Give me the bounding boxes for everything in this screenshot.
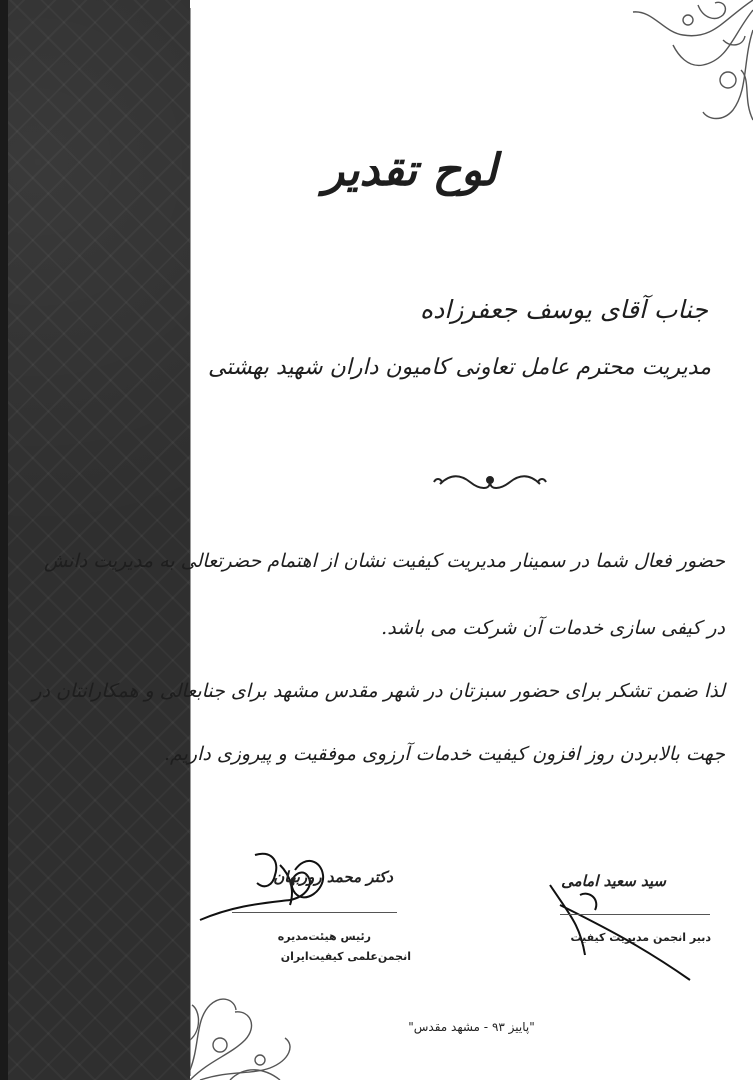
corner-ornament-icon (603, 0, 753, 130)
left-signature-line (232, 912, 397, 913)
body-line: در کیفی سازی خدمات آن شرکت می باشد. (381, 617, 725, 639)
signature-scribble-icon (195, 845, 405, 935)
recipient-name: جناب آقای یوسف جعفرزاده (420, 295, 708, 324)
certificate-title-text: لوح تقدیر (323, 145, 497, 196)
body-line: حضور فعال شما در سمینار مدیریت کیفیت نشان از اهتمام حضرتعالی به مدیریت دانش (43, 550, 725, 572)
sidebar-edge (0, 0, 8, 1080)
left-signatory-organization: انجمن‌علمی کیفیت‌ایران (280, 950, 411, 963)
right-signatory-role: دبیر انجمن مدیریت کیفیت (570, 931, 711, 944)
signature-scribble-icon (540, 875, 720, 985)
certificate-title (300, 130, 520, 210)
corner-ornament-icon (190, 950, 330, 1080)
body-line: لذا ضمن تشکر برای حضور سبزتان در شهر مقدس مشهد برای جنابعالی و همکارانتان در (32, 680, 725, 702)
left-signatory-name: دکتر محمد روزبهان (273, 868, 393, 886)
ornamental-divider-icon (430, 470, 550, 494)
recipient-title: مدیریت محترم عامل تعاونی کامیون داران شهید بهشتی (207, 355, 711, 380)
right-signatory-name: سید سعید امامی (561, 872, 666, 890)
right-signature-line (560, 914, 710, 915)
date-location-footer: "پاییز ۹۳ - مشهد مقدس" (408, 1020, 535, 1034)
body-line: جهت بالابردن روز افزون کیفیت خدمات آرزوی موفقیت و پیروزی داریم. (163, 743, 725, 765)
decorative-sidebar (0, 0, 190, 1080)
left-signatory-role: رئیس هیئت‌مدیره (277, 930, 371, 943)
